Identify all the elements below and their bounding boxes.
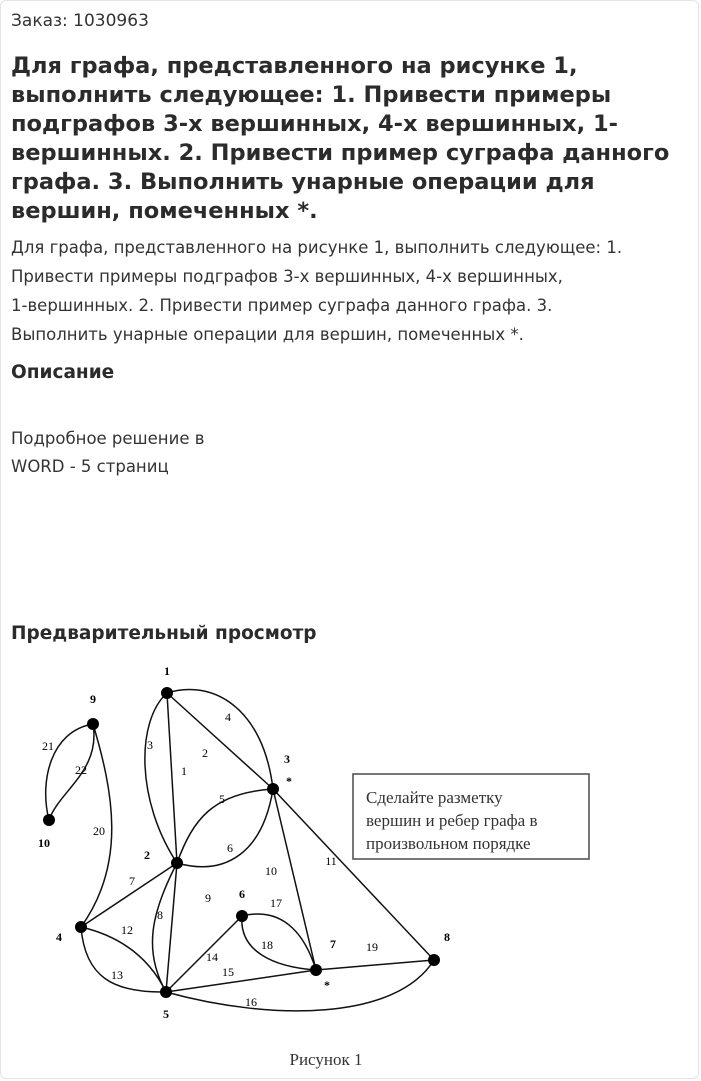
node-label-5: 5 <box>163 1007 169 1021</box>
graph-node-6 <box>236 910 248 922</box>
task-text <box>11 233 691 349</box>
node-label-7: 7 <box>330 937 336 951</box>
preview-heading: Предварительный просмотр <box>11 623 317 644</box>
edge-label-12: 12 <box>121 923 133 937</box>
edge-label-13: 13 <box>111 968 123 982</box>
edge-label-7: 7 <box>129 874 135 888</box>
edge-label-18: 18 <box>261 938 273 952</box>
graph-node-10 <box>43 814 55 826</box>
edge-label-1: 1 <box>181 764 187 778</box>
order-number: Заказ: 1030963 <box>11 11 149 31</box>
graph-node-8 <box>428 954 440 966</box>
edge-label-4: 4 <box>225 710 231 724</box>
edge-label-22: 22 <box>75 763 87 777</box>
edge-label-14: 14 <box>206 950 218 964</box>
page-title: Для графа, представленного на рисунке 1, выполнить следующее: 1. Привести примеры подграфов 3-х вершинных, 4-х вершинных, 1-вершинных. 2. Привести пример суграфа данного графа. 3. Выполнить унарные операции для вершин, помеченных *. <box>11 53 670 224</box>
edge-label-6: 6 <box>227 841 233 855</box>
graph-node-5 <box>160 986 172 998</box>
edge-label-16: 16 <box>245 995 257 1009</box>
edge-label-20: 20 <box>93 824 105 838</box>
graph-node-1 <box>161 687 173 699</box>
graph-edge-10 <box>273 789 316 970</box>
preview-figure <box>1 651 700 1071</box>
node-label-10: 10 <box>38 836 50 850</box>
edge-label-19: 19 <box>366 940 378 954</box>
node-label-9: 9 <box>90 692 96 706</box>
graph-figure <box>1 651 700 1071</box>
task-line: Выполнить унарные операции для вершин, помеченных *. <box>11 325 524 344</box>
graph-edge-15 <box>166 970 316 992</box>
edge-label-11: 11 <box>325 854 337 868</box>
figure-caption: Рисунок 1 <box>289 1050 363 1069</box>
graph-node-7 <box>310 964 322 976</box>
graph-edge-1 <box>167 693 177 863</box>
graph-edge-8 <box>152 863 177 992</box>
edge-label-17: 17 <box>270 896 282 910</box>
edge-label-5: 5 <box>219 792 225 806</box>
task-line: 1-вершинных. 2. Привести пример суграфа данного графа. 3. <box>11 296 553 315</box>
graph-node-4 <box>75 921 87 933</box>
task-line: Для графа, представленного на рисунке 1, выполнить следующее: 1. <box>11 238 623 257</box>
edge-label-15: 15 <box>222 965 234 979</box>
graph-node-3 <box>267 783 279 795</box>
graph-edge-5 <box>177 789 273 863</box>
description-heading: Описание <box>11 362 115 383</box>
graph-node-2 <box>171 857 183 869</box>
graph-edge-14 <box>166 916 242 992</box>
graph-edge-19 <box>316 960 434 970</box>
node-label-8: 8 <box>444 930 450 944</box>
edge-label-9: 9 <box>205 891 211 905</box>
node-label-2: 2 <box>144 848 150 862</box>
edge-label-8: 8 <box>157 908 163 922</box>
node-mark-3: * <box>286 774 292 788</box>
edge-label-21: 21 <box>42 739 54 753</box>
note-line: вершин и ребер графа в <box>366 811 538 830</box>
graph-node-9 <box>87 718 99 730</box>
task-line: Привести примеры подграфов 3-х вершинных, 4-х вершинных, <box>11 267 563 286</box>
edge-label-2: 2 <box>202 746 208 760</box>
node-label-1: 1 <box>164 664 170 678</box>
description-text <box>11 425 271 481</box>
note-line: произвольном порядке <box>366 834 531 853</box>
edge-label-3: 3 <box>147 738 153 752</box>
node-label-6: 6 <box>239 887 245 901</box>
description-line: Подробное решение в <box>11 429 205 448</box>
node-mark-7: * <box>324 978 330 992</box>
graph-edge-22 <box>49 724 94 820</box>
description-line: WORD - 5 страниц <box>11 457 169 476</box>
node-label-4: 4 <box>56 930 62 944</box>
note-line: Сделайте разметку <box>366 788 503 807</box>
node-label-3: 3 <box>284 752 290 766</box>
edge-label-10: 10 <box>265 864 277 878</box>
